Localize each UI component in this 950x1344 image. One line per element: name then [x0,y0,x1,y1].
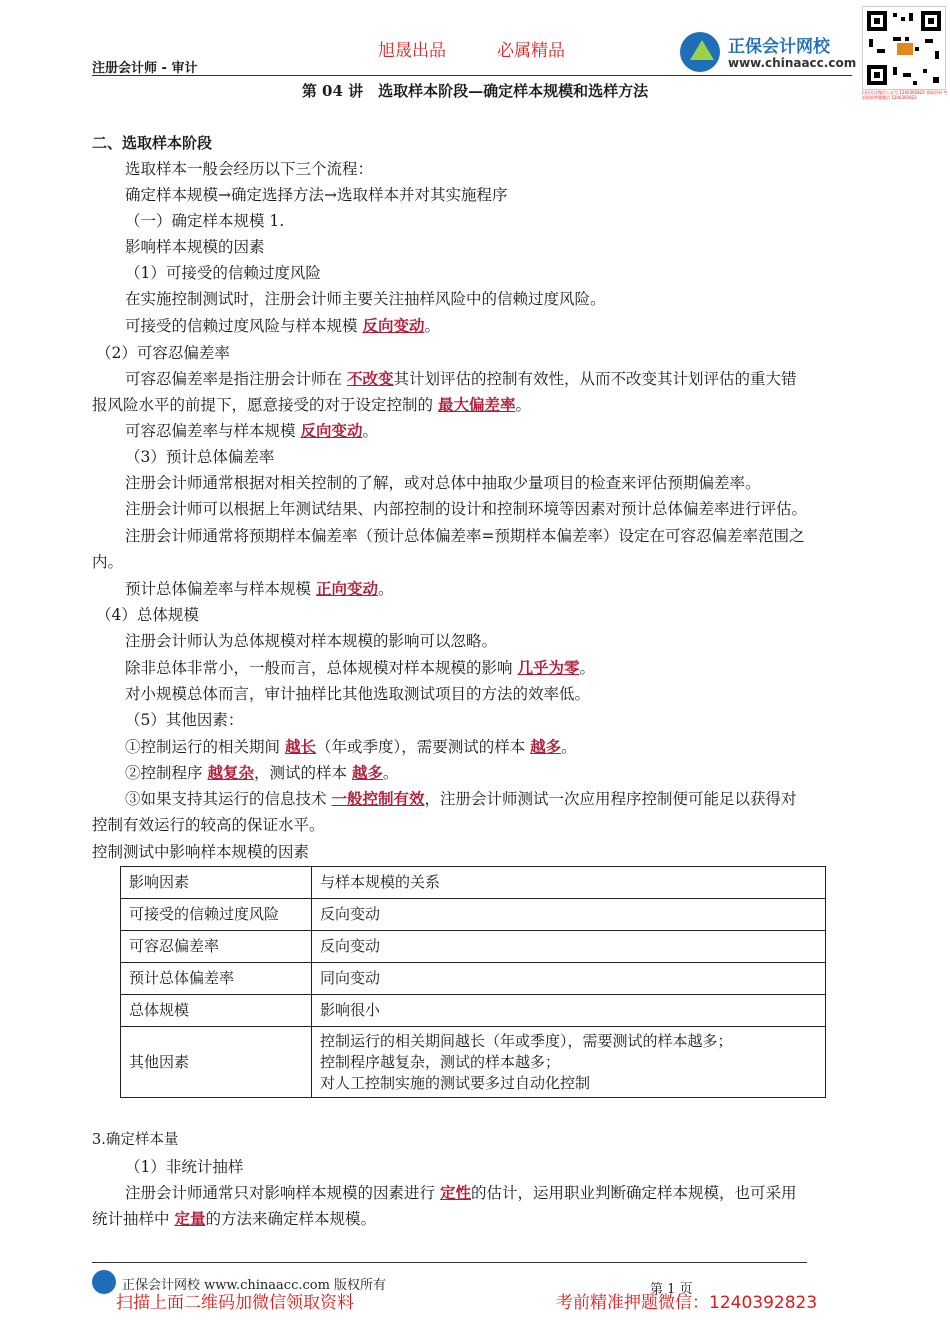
paragraph: 报风险水平的前提下，愿意接受的对于设定控制的 最大偏差率。 [92,395,531,414]
paragraph: 在实施控制测试时，注册会计师主要关注抽样风险中的信赖过度风险。 [125,290,606,308]
paragraph: 预计总体偏差率与样本规模 正向变动。 [125,579,394,598]
footer-rule [92,1262,807,1263]
table-cell-line: 控制程序越复杂，测试的样本越多； [320,1052,561,1071]
paragraph: （1）可接受的信赖过度风险 [125,264,321,282]
paragraph: 影响样本规模的因素 [125,238,265,256]
qr-note: 扫码关注微信公众号 1240392823 领取资料 考前精准押题微信 1240392823 [862,90,948,100]
table-caption: 控制测试中影响样本规模的因素 [92,843,310,861]
paragraph: 选取样本一般会经历以下三个流程： [125,160,374,178]
highlight-term: 不改变 [346,369,394,388]
paragraph: （1）非统计抽样 [125,1158,244,1176]
table-cell: 反向变动 [312,931,826,963]
paragraph: 确定样本规模→确定选择方法→选取样本并对其实施程序 [125,186,508,204]
highlight-term: 定量 [174,1209,206,1228]
paragraph: 统计抽样中 定量的方法来确定样本规模。 [92,1209,376,1228]
course-name: 注册会计师 - 审计 [92,61,198,76]
table-row [121,963,826,995]
table-row [121,931,826,963]
table-cell: 可接受的信赖过度风险 [121,899,312,931]
table-cell: 同向变动 [312,963,826,995]
paragraph: ②控制程序 越复杂，测试的样本 越多。 [125,763,399,782]
paragraph: 可接受的信赖过度风险与样本规模 反向变动。 [125,316,440,335]
table-cell: 其他因素 [121,1027,312,1098]
paragraph: （2）可容忍偏差率 [96,344,230,362]
table-header-row [121,867,826,899]
table-cell: 预计总体偏差率 [121,963,312,995]
paragraph: （5）其他因素： [125,711,244,729]
paragraph: （3）预计总体偏差率 [125,448,275,466]
table-row [121,995,826,1027]
lecture-title: 第 04 讲 选取样本阶段—确定样本规模和选样方法 [301,82,649,100]
highlight-term: 最大偏差率 [437,395,516,414]
highlight-term: 越长 [284,737,316,756]
highlight-term: 几乎为零 [517,658,580,677]
paragraph: （4）总体规模 [96,606,199,624]
logo-url: www.chinaacc.com [728,56,857,70]
highlight-term: 反向变动 [300,421,363,440]
paragraph: 注册会计师认为总体规模对样本规模的影响可以忽略。 [125,632,498,650]
brand-logo[interactable] [680,30,858,76]
table-cell: 影响因素 [121,867,312,899]
highlight-term: 正向变动 [315,579,378,598]
paragraph: ①控制运行的相关期间 越长（年或季度），需要测试的样本 越多。 [125,737,577,756]
logo-triangle-icon [690,40,714,60]
highlight-term: 越多 [530,737,562,756]
table-cell-line: 对人工控制实施的测试要多过自动化控制 [320,1073,591,1092]
qr-code-icon[interactable] [862,6,946,90]
highlight-term: 一般控制有效 [331,789,425,808]
table-cell: 与样本规模的关系 [312,867,826,899]
table-row [121,899,826,931]
paragraph: 控制有效运行的较高的保证水平。 [92,816,325,834]
page-number: 第 1 页 [650,1282,693,1297]
paragraph: 注册会计师通常根据对相关控制的了解，或对总体中抽取少量项目的检查来评估预期偏差率。 [125,474,761,492]
paragraph: ③如果支持其运行的信息技术 一般控制有效，注册会计师测试一次应用程序控制便可能足以获得对 [125,789,797,808]
paragraph: 3.确定样本量 [92,1132,179,1148]
table-cell: 反向变动 [312,899,826,931]
highlight-term: 反向变动 [362,316,425,335]
slogan-left: 旭晟出品 [378,41,446,61]
paragraph: 可容忍偏差率是指注册会计师在 不改变其计划评估的控制有效性，从而不改变其计划评估的重大错 [125,369,797,388]
highlight-term: 越复杂 [207,763,254,782]
paragraph: （一）确定样本规模 1. [125,212,285,230]
section-heading: 二、选取样本阶段 [92,134,213,152]
factors-table [120,866,826,1098]
paragraph: 注册会计师可以根据上年测试结果、内部控制的设计和控制环境等因素对预计总体偏差率进行评估。 [125,500,808,518]
paragraph: 除非总体非常小，一般而言，总体规模对样本规模的影响 几乎为零。 [125,658,595,677]
highlight-term: 越多 [351,763,383,782]
highlight-term: 定性 [439,1183,471,1202]
table-row [121,1027,826,1098]
table-cell: 总体规模 [121,995,312,1027]
table-cell: 影响很小 [312,995,826,1027]
paragraph: 注册会计师通常只对影响样本规模的因素进行 定性的估计，运用职业判断确定样本规模，也可采用 [125,1183,797,1202]
footer-logo-icon [92,1270,116,1294]
footer-copyright: 正保会计网校 www.chinaacc.com 版权所有 [122,1278,387,1293]
promo-right: 考前精准押题微信：1240392823 [556,1293,818,1313]
logo-name: 正保会计网校 [728,37,830,57]
table-cell-line: 控制运行的相关期间越长（年或季度），需要测试的样本越多； [320,1031,733,1050]
promo-left: 扫描上面二维码加微信领取资料 [116,1293,354,1313]
slogan-right: 必属精品 [497,41,565,61]
paragraph: 可容忍偏差率与样本规模 反向变动。 [125,421,378,440]
table-cell [312,1027,826,1098]
paragraph: 内。 [92,553,124,571]
paragraph: 对小规模总体而言，审计抽样比其他选取测试项目的方法的效率低。 [125,685,591,703]
paragraph: 注册会计师通常将预期样本偏差率（预计总体偏差率=预期样本偏差率）设定在可容忍偏差率范围之 [125,527,805,545]
table-cell: 可容忍偏差率 [121,931,312,963]
